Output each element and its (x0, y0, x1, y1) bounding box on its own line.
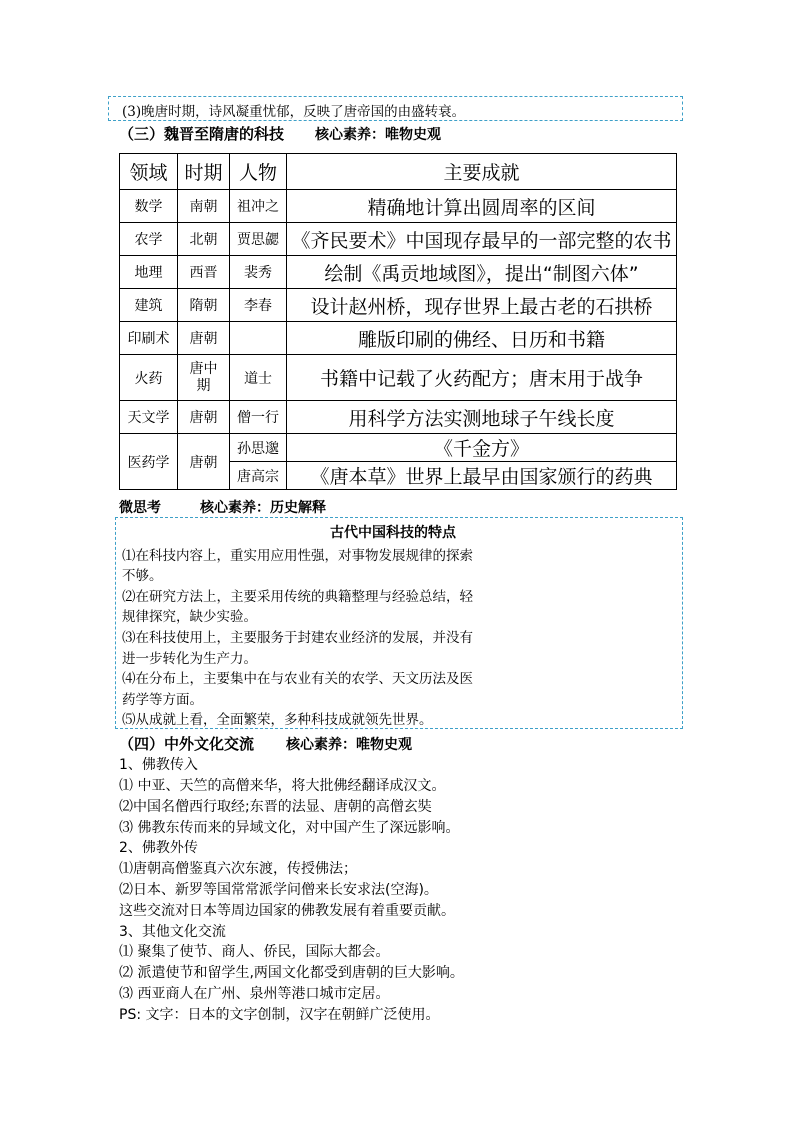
micro-line: ⑶在科技使用上，主要服务于封建农业经济的发展，并没有 (122, 630, 473, 646)
cell-period: 北朝 (178, 223, 230, 256)
header-achievement: 主要成就 (287, 154, 677, 190)
cell-person: 李春 (230, 289, 287, 322)
cell-person: 唐高宗 (230, 462, 287, 490)
micro-line: ⑵在研究方法上，主要采用传统的典籍整理与经验总结，轻 (122, 589, 473, 605)
micro-box-title: 古代中国科技的特点 (330, 525, 456, 541)
cell-achievement: 《千金方》 (287, 434, 677, 462)
section4-line: 这些交流对日本等周边国家的佛教发展有着重要贡献。 (119, 903, 455, 919)
header-field: 领域 (120, 154, 178, 190)
micro-core: 核心素养：历史解释 (200, 500, 326, 516)
section4-line: 1、佛教传入 (119, 757, 198, 773)
table-row (120, 401, 677, 434)
table-row (120, 289, 677, 322)
cell-period: 唐朝 (178, 322, 230, 355)
cell-person: 祖冲之 (230, 190, 287, 223)
micro-line: 进一步转化为生产力。 (122, 651, 257, 667)
micro-line: ⑷在分布上，主要集中在与农业有关的农学、天文历法及医 (122, 671, 473, 687)
section4-line: ⑵日本、新罗等国常常派学问僧来长安求法(空海)。 (119, 882, 438, 898)
table-row (120, 355, 677, 401)
science-table (119, 153, 677, 490)
section4-core: 核心素养：唯物史观 (286, 737, 412, 753)
section3-core: 核心素养：唯物史观 (315, 127, 441, 143)
section3-title: （三）魏晋至隋唐的科技 (119, 125, 285, 143)
section4-line: ⑴唐朝高僧鉴真六次东渡，传授佛法； (119, 861, 357, 877)
cell-period: 唐朝 (178, 434, 230, 490)
header-period: 时期 (178, 154, 230, 190)
cell-person: 道士 (230, 355, 287, 401)
section4-title: （四）中外文化交流 (119, 735, 255, 753)
section4-line: ⑵ 派遣使节和留学生,两国文化都受到唐朝的巨大影响。 (119, 965, 464, 981)
cell-period: 唐中期 (178, 355, 230, 401)
cell-field: 火药 (120, 355, 178, 401)
top-note-text: (3)晚唐时期，诗风凝重忧郁，反映了唐帝国的由盛转衰。 (122, 104, 466, 120)
cell-period: 隋朝 (178, 289, 230, 322)
section4-line: ⑴ 聚集了使节、商人、侨民，国际大都会。 (119, 944, 390, 960)
section4-line: ⑵中国名僧西行取经;东晋的法显、唐朝的高僧玄奘 (119, 799, 432, 815)
section4-line: 3、其他文化交流 (119, 924, 226, 940)
cell-field: 地理 (120, 256, 178, 289)
table-row (120, 223, 677, 256)
cell-field: 农学 (120, 223, 178, 256)
cell-field: 建筑 (120, 289, 178, 322)
cell-person (230, 322, 287, 355)
section4-line: 2、佛教外传 (119, 840, 198, 856)
cell-period: 南朝 (178, 190, 230, 223)
micro-line: ⑸从成就上看，全面繁荣，多种科技成就领先世界。 (122, 712, 433, 728)
micro-line: 不够。 (122, 568, 163, 584)
header-person: 人物 (230, 154, 287, 190)
cell-achievement: 用科学方法实测地球子午线长度 (287, 401, 677, 434)
section4-line: ⑶ 佛教东传而来的异域文化，对中国产生了深远影响。 (119, 820, 460, 836)
cell-person: 贾思勰 (230, 223, 287, 256)
cell-field: 数学 (120, 190, 178, 223)
cell-achievement: 设计赵州桥，现存世界上最古老的石拱桥 (287, 289, 677, 322)
cell-field: 印刷术 (120, 322, 178, 355)
table-row (120, 434, 677, 462)
micro-line: 规律探究，缺少实验。 (122, 609, 257, 625)
table-row (120, 322, 677, 355)
table-row (120, 190, 677, 223)
table-header-row (120, 154, 677, 190)
cell-achievement: 《齐民要术》中国现存最早的一部完整的农书 (287, 223, 677, 256)
table-row (120, 256, 677, 289)
cell-achievement: 绘制《禹贡地域图》，提出“制图六体” (287, 256, 677, 289)
section4-line: ⑴ 中亚、天竺的高僧来华，将大批佛经翻译成汉文。 (119, 778, 446, 794)
micro-title: 微思考 (119, 500, 161, 516)
micro-line: ⑴在科技内容上，重实用应用性强，对事物发展规律的探索 (122, 548, 473, 564)
cell-period: 唐朝 (178, 401, 230, 434)
cell-achievement: 书籍中记载了火药配方；唐末用于战争 (287, 355, 677, 401)
cell-field: 医药学 (120, 434, 178, 490)
cell-person: 僧一行 (230, 401, 287, 434)
section4-line: PS: 文字：日本的文字创制，汉字在朝鲜广泛使用。 (119, 1007, 440, 1023)
cell-field: 天文学 (120, 401, 178, 434)
cell-achievement: 精确地计算出圆周率的区间 (287, 190, 677, 223)
cell-achievement: 雕版印刷的佛经、日历和书籍 (287, 322, 677, 355)
cell-period: 西晋 (178, 256, 230, 289)
micro-line: 药学等方面。 (122, 692, 203, 708)
cell-person: 裴秀 (230, 256, 287, 289)
section4-line: ⑶ 西亚商人在广州、泉州等港口城市定居。 (119, 986, 390, 1002)
cell-person: 孙思邈 (230, 434, 287, 462)
cell-achievement: 《唐本草》世界上最早由国家颁行的药典 (287, 462, 677, 490)
